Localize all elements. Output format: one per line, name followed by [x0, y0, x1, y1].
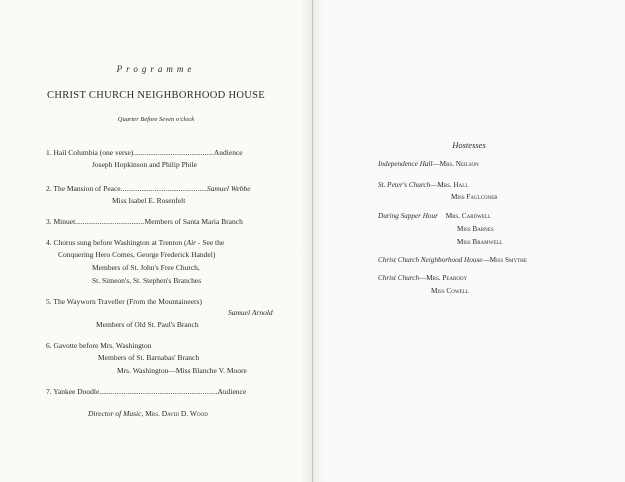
hostess-place: During Supper Hour — [378, 212, 438, 220]
hostesses-heading: Hostesses — [452, 140, 486, 150]
programme-item-7: 7. Yankee Doodle...............................................................Audience — [46, 387, 247, 396]
hostess-place: Christ Church — [378, 274, 420, 282]
programme-item-4 — [46, 238, 224, 247]
programme-item-4-sub-1: Conquering Hero Comes, George Frederick Handel) — [58, 250, 216, 259]
hostess-group-supper-hour — [378, 212, 491, 220]
hostess-name: Miss Faulconer — [451, 193, 498, 201]
hostess-name: —Mrs. Neilson — [432, 160, 479, 168]
hostess-place: Independence Hall — [378, 160, 433, 168]
venue-title: CHRIST CHURCH NEIGHBORHOOD HOUSE — [47, 90, 265, 101]
hostess-group-neighborhood-house — [378, 256, 527, 264]
programme-item-2-sub: Miss Isabel E. Rosenfelt — [112, 196, 186, 205]
programme-item-5-sub: Members of Old St. Paul's Branch — [96, 320, 199, 329]
hostess-name: —Mrs. Hall — [430, 181, 469, 189]
hostess-name: Miss Bramwell — [457, 238, 503, 246]
programme-item-2-composer: Samuel Webbe — [206, 184, 251, 193]
programme-item-5-composer: Samuel Arnold — [228, 308, 273, 317]
director-of-music — [88, 409, 208, 418]
programme-item-2-title: 2. The Mansion of Peace.............................................. — [46, 184, 207, 193]
programme-item-1: 1. Hail Columbia (one verse)...........................................Audience — [46, 148, 243, 157]
hostess-place: Christ Church Neighborhood House — [378, 256, 483, 264]
programme-item-4-sub-2: Members of St. John's Free Church, — [92, 263, 200, 272]
programme-heading: Programme — [116, 64, 196, 74]
programme-item-4-sub-3: St. Simeon's, St. Stephen's Branches — [92, 276, 202, 285]
programme-item-6-sub-1: Members of St. Barnabas' Branch — [98, 353, 200, 362]
programme-item-2 — [46, 184, 251, 193]
programme-item-6-sub-2: Mrs. Washington—Miss Blanche V. Moore — [117, 366, 247, 375]
hostess-group-st-peters — [378, 181, 468, 189]
hostess-group-independence-hall — [378, 160, 479, 168]
hostess-name: —Mrs. Peabody — [419, 274, 468, 282]
programme-item-1-sub: Joseph Hopkinson and Philip Phile — [92, 160, 198, 169]
hostess-group-christ-church — [378, 274, 467, 282]
programme-item-5: 5. The Wayworn Traveller (From the Mountaineers) — [46, 297, 202, 306]
hostess-name: Miss Barnes — [457, 225, 494, 233]
hostess-name: Miss Cowell — [431, 287, 469, 295]
hostess-place: St. Peter's Church — [378, 181, 431, 189]
programme-item-4-title-end: - See the — [196, 238, 225, 247]
programme-item-4-title: 4. Chorus sung before Washington at Trenton ( — [46, 238, 187, 247]
hostess-name: —Miss Smythe — [482, 256, 527, 264]
programme-item-6: 6. Gavotte before Mrs. Washington — [46, 341, 152, 350]
director-name: Mrs. David D. Wood — [145, 409, 208, 418]
start-time: Quarter Before Seven o'clock — [117, 116, 195, 123]
programme-item-3: 3. Minuet.....................................Members of Santa Maria Branch — [46, 217, 243, 226]
director-label: Director of Music, — [88, 409, 144, 418]
programme-item-4-air: Air — [186, 238, 197, 247]
hostess-name: Mrs. Cardwell — [445, 212, 492, 220]
